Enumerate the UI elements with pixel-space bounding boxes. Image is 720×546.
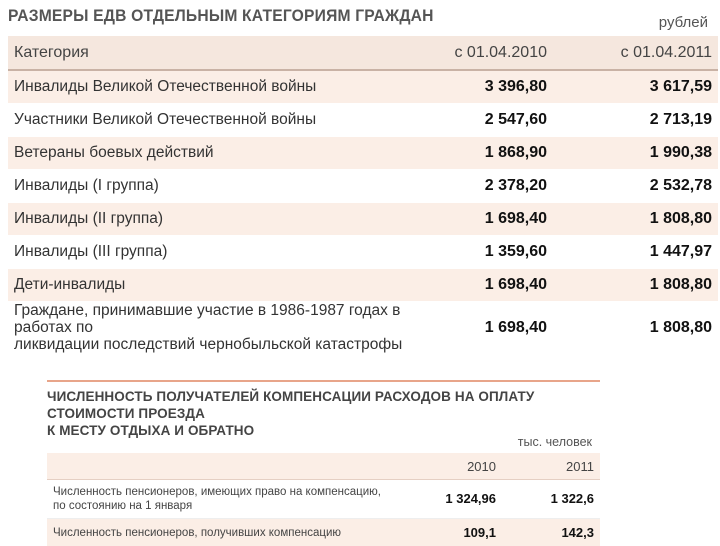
value-2010: 1 698,40 <box>428 203 553 236</box>
header-2011: 2011 <box>502 453 600 480</box>
table2-unit: тыс. человек <box>47 435 600 449</box>
divider <box>47 380 600 382</box>
value-2011: 1 447,97 <box>553 236 718 269</box>
table1-title: РАЗМЕРЫ ЕДВ ОТДЕЛЬНЫМ КАТЕГОРИЯМ ГРАЖДАН <box>8 6 434 26</box>
row-label-line1: Численность пенсионеров, имеющих право на компенсацию, <box>53 485 401 499</box>
table-header-row <box>47 453 600 480</box>
header-2011: с 01.04.2011 <box>553 36 718 70</box>
row-label-line2: ликвидации последствий чернобыльской катастрофы <box>14 336 422 353</box>
table-row <box>8 236 718 269</box>
table-row <box>8 104 718 137</box>
value-2011: 1 808,80 <box>553 269 718 302</box>
value-2010: 2 378,20 <box>428 170 553 203</box>
value-2010: 109,1 <box>407 519 502 546</box>
row-label: Инвалиды Великой Отечественной войны <box>8 70 428 104</box>
row-label <box>47 480 407 519</box>
value-2010: 1 359,60 <box>428 236 553 269</box>
row-label: Численность пенсионеров, получивших компенсацию <box>47 519 407 546</box>
table2-title <box>47 388 600 439</box>
value-2010: 3 396,80 <box>428 70 553 104</box>
compensation-table <box>47 453 600 546</box>
value-2011: 1 808,80 <box>553 203 718 236</box>
value-2011: 142,3 <box>502 519 600 546</box>
table-header-row <box>8 36 718 70</box>
table-row <box>47 480 600 519</box>
table-row <box>8 269 718 302</box>
row-label-line2: по состоянию на 1 января <box>53 499 401 513</box>
value-2011: 2 532,78 <box>553 170 718 203</box>
header-2010: с 01.04.2010 <box>428 36 553 70</box>
row-label: Инвалиды (I группа) <box>8 170 428 203</box>
value-2010: 1 698,40 <box>428 302 553 354</box>
row-label: Участники Великой Отечественной войны <box>8 104 428 137</box>
table-row <box>8 137 718 170</box>
row-label <box>8 302 428 354</box>
row-label: Ветераны боевых действий <box>8 137 428 170</box>
row-label: Инвалиды (III группа) <box>8 236 428 269</box>
header-empty <box>47 453 407 480</box>
value-2011: 1 990,38 <box>553 137 718 170</box>
table-row <box>8 203 718 236</box>
value-2010: 1 698,40 <box>428 269 553 302</box>
table-row <box>47 519 600 546</box>
value-2010: 1 324,96 <box>407 480 502 519</box>
value-2011: 3 617,59 <box>553 70 718 104</box>
table1-unit: рублей <box>659 14 708 31</box>
row-label: Инвалиды (II группа) <box>8 203 428 236</box>
compensation-table-box <box>47 380 600 546</box>
table-row <box>8 302 718 354</box>
table2-title-line2: К МЕСТУ ОТДЫХА И ОБРАТНО <box>47 422 600 439</box>
value-2011: 1 322,6 <box>502 480 600 519</box>
row-label: Дети-инвалиды <box>8 269 428 302</box>
table2-title-line1: ЧИСЛЕННОСТЬ ПОЛУЧАТЕЛЕЙ КОМПЕНСАЦИИ РАСХОДОВ НА ОПЛАТУ СТОИМОСТИ ПРОЕЗДА <box>47 388 600 422</box>
table-row <box>8 70 718 104</box>
value-2010: 2 547,60 <box>428 104 553 137</box>
header-2010: 2010 <box>407 453 502 480</box>
table-row <box>8 170 718 203</box>
value-2010: 1 868,90 <box>428 137 553 170</box>
value-2011: 1 808,80 <box>553 302 718 354</box>
header-category: Категория <box>8 36 428 70</box>
edv-table <box>8 36 718 354</box>
value-2011: 2 713,19 <box>553 104 718 137</box>
row-label-line1: Граждане, принимавшие участие в 1986-1987 годах в работах по <box>14 302 422 336</box>
